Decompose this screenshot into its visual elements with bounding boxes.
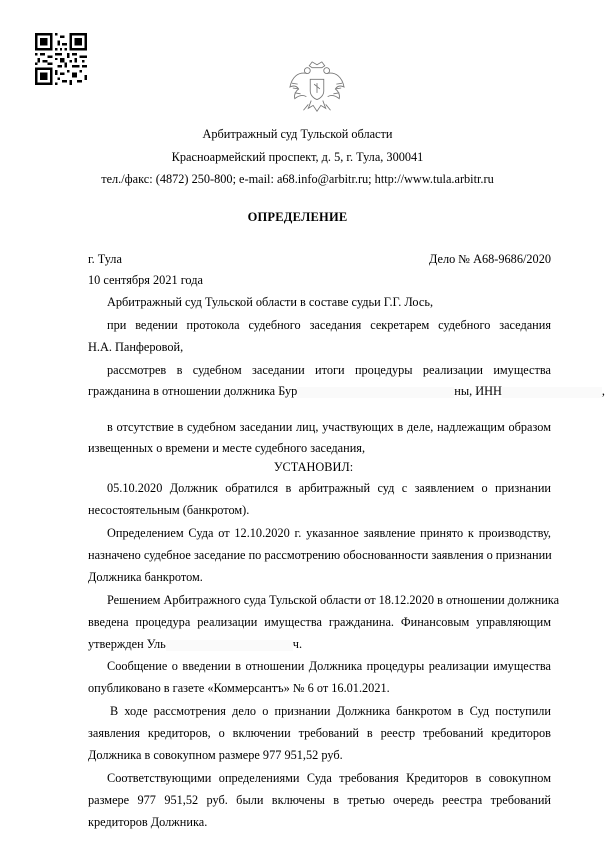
court-name: Арбитражный суд Тульской области: [202, 127, 393, 141]
debtor-text-start: гражданина в отношении должника Бур: [88, 384, 298, 398]
court-contacts: тел./факс: (4872) 250-800; e-mail: a68.info@arbitr.ru; http://www.tula.arbitr.ru: [101, 172, 494, 186]
body-paragraph-2-line-3: Должника банкротом.: [88, 570, 203, 584]
document-title: ОПРЕДЕЛЕНИЕ: [247, 210, 348, 224]
body-paragraph-3-line-1: Решением Арбитражного суда Тульской области от 18.12.2020 в отношении должника: [107, 593, 560, 607]
body-paragraph-6-line-3: кредиторов Должника.: [88, 815, 208, 829]
body-paragraph-6-line-2: размере 977 951,52 руб. были включены в третью очередь реестра требований: [88, 793, 551, 807]
intro-paragraph-2-line-1: при ведении протокола судебного заседания секретарем судебного заседания: [107, 318, 551, 332]
body-paragraph-1-line-2: несостоятельным (банкротом).: [88, 503, 250, 517]
body-paragraph-5-line-3: Должника в совокупном размере 977 951,52 руб.: [88, 748, 343, 762]
body-paragraph-1-line-1: 05.10.2020 Должник обратился в арбитражный суд с заявлением о признании: [107, 481, 551, 495]
debtor-line-end: ,: [601, 384, 605, 398]
court-address: Красноармейский проспект, д. 5, г. Тула, 300041: [171, 150, 424, 164]
document-city: г. Тула: [88, 252, 122, 266]
body-paragraph-4-line-2: опубликовано в газете «Коммерсантъ» № 6 от 16.01.2021.: [88, 681, 390, 695]
debtor-inn-label: ны, ИНН: [454, 384, 502, 398]
intro-paragraph-3-line-2: [88, 384, 605, 399]
document-date: 10 сентября 2021 года: [88, 273, 203, 287]
case-number: Дело № А68-9686/2020: [428, 252, 551, 266]
qr-code: [35, 33, 87, 85]
body-paragraph-3-line-2: введена процедура реализации имущества гражданина. Финансовым управляющим: [88, 615, 551, 629]
coat-of-arms-emblem: [288, 58, 346, 118]
manager-text-end: ч.: [292, 637, 303, 651]
redacted-manager-name: [166, 640, 293, 651]
intro-paragraph-3-line-1: рассмотрев в судебном заседании итоги процедуры реализации имущества: [107, 363, 551, 377]
body-paragraph-2-line-1: Определением Суда от 12.10.2020 г. указанное заявление принято к производству,: [107, 526, 551, 540]
body-paragraph-6-line-1: Соответствующими определениями Суда требования Кредиторов в совокупном: [107, 771, 551, 785]
body-paragraph-4-line-1: Сообщение о введении в отношении Должника процедуры реализации имущества: [107, 659, 551, 673]
intro-paragraph-4-line-1: в отсутствие в судебном заседании лиц, участвующих в деле, надлежащим образом: [107, 420, 551, 434]
redacted-debtor-name: [297, 387, 454, 398]
intro-paragraph-1: Арбитражный суд Тульской области в составе судьи Г.Г. Лось,: [107, 295, 434, 309]
intro-paragraph-2-line-2: Н.А. Панферовой,: [88, 340, 184, 354]
body-paragraph-5-line-1: В ходе рассмотрения дело о признании Должника банкротом в Суд поступили: [110, 704, 551, 718]
body-paragraph-3-line-3: [88, 637, 302, 652]
body-paragraph-5-line-2: заявления кредиторов, о включении требований в реестр требований кредиторов: [88, 726, 551, 740]
body-paragraph-2-line-2: назначено судебное заседание по рассмотрению обоснованности заявления о признании: [88, 548, 552, 562]
ruling-heading: УСТАНОВИЛ:: [273, 460, 354, 474]
manager-text-start: утвержден Уль: [88, 637, 166, 651]
intro-paragraph-4-line-2: извещенных о времени и месте судебного заседания,: [88, 441, 366, 455]
redacted-inn: [502, 387, 602, 398]
